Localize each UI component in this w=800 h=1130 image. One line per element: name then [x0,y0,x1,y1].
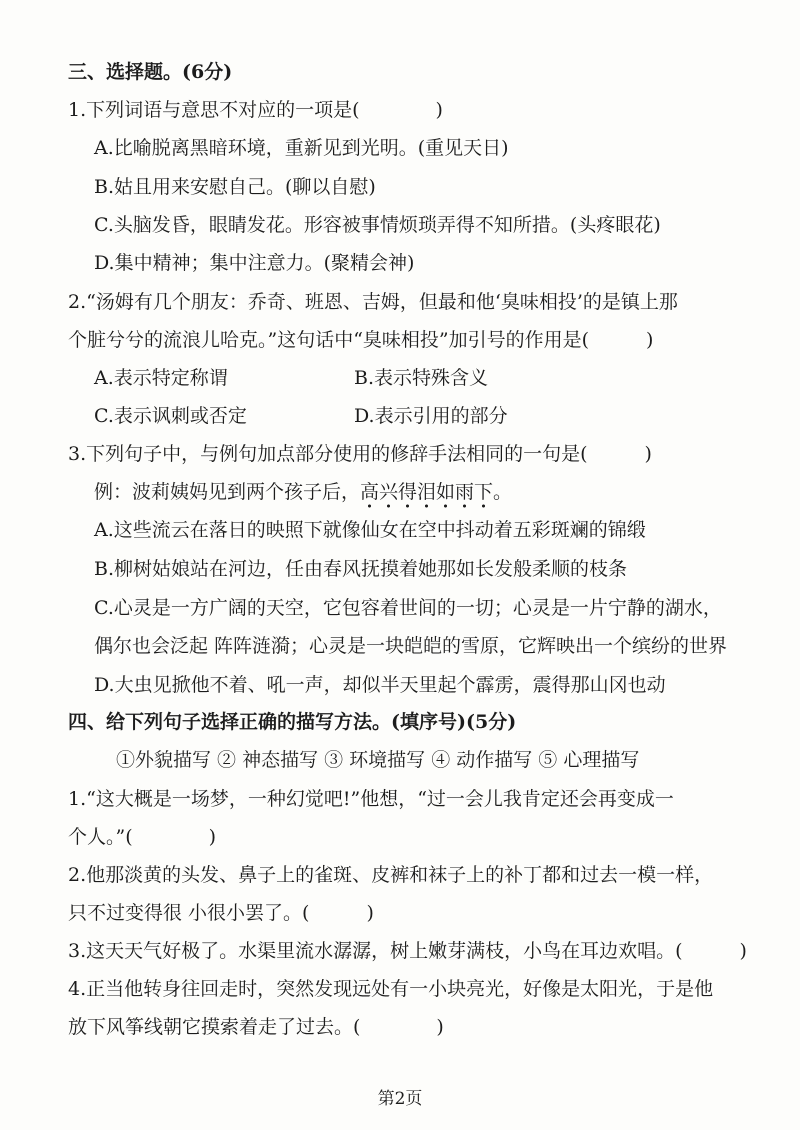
emphasis-dots [360,503,493,509]
description-methods-list: ①外貌描写 ② 神态描写 ③ 环境描写 ④ 动作描写 ⑤ 心理描写 [116,749,640,771]
q2-option-b: B.表示特殊含义 [354,367,489,389]
s4-q1-line2: 个人。”( ) [68,826,217,848]
s4-q4-line1: 4.正当他转身往回走时，突然发现远处有一小块亮光，好像是太阳光，于是他 [68,978,714,1000]
q3-option-a: A.这些流云在落日的映照下就像仙女在空中抖动着五彩斑斓的锦缎 [94,519,646,541]
q3-option-c-line2: 偶尔也会泛起 阵阵涟漪；心灵是一块皑皑的雪原，它辉映出一个缤纷的世界 [94,635,728,657]
s4-q1-line1: 1.“这大概是一场梦，一种幻觉吧!”他想，“过一会儿我肯定还会再变成一 [68,788,674,810]
q1-option-c: C.头脑发昏，眼睛发花。形容被事情烦琐弄得不知所措。(头疼眼花) [94,214,661,236]
q2-option-a: A.表示特定称谓 [94,367,228,389]
s4-q2-line1: 2.他那淡黄的头发、鼻子上的雀斑、皮裤和袜子上的补丁都和过去一模一样， [68,864,714,886]
section-3-heading: 三、选择题。(6分) [68,61,233,83]
q2-stem-line1: 2.“汤姆有几个朋友：乔奇、班恩、吉姆，但最和他‘臭味相投’的是镇上那 [68,291,678,313]
s4-q3-line1: 3.这天天气好极了。水渠里流水潺潺，树上嫩芽满枝，小鸟在耳边欢唱。( ) [68,940,747,962]
q3-example-prefix: 例：波莉姨妈见到两个孩子后， [94,481,361,503]
q3-example-dotted-phrase [360,481,493,503]
q2-option-c: C.表示讽刺或否定 [94,405,247,427]
q3-stem: 3.下列句子中，与例句加点部分使用的修辞手法相同的一句是( ) [68,443,652,465]
s4-q2-line2: 只不过变得很 小很小罢了。( ) [68,902,374,924]
q3-example-suffix: 。 [493,481,513,503]
q3-option-d: D.大虫见掀他不着、吼一声，却似半天里起个霹雳，震得那山冈也动 [94,674,666,696]
q2-stem-line2: 个脏兮兮的流浪儿哈克。”这句话中“臭味相投”加引号的作用是( ) [68,329,654,351]
q1-stem: 1.下列词语与意思不对应的一项是( ) [68,99,443,121]
page-number: 第2页 [377,1089,423,1109]
q3-example [94,480,512,504]
q1-option-a: A.比喻脱离黑暗环境，重新见到光明。(重见天日) [94,137,509,159]
q3-option-b: B.柳树姑娘站在河边，任由春风抚摸着她那如长发般柔顺的枝条 [94,558,628,580]
s4-q4-line2: 放下风筝线朝它摸索着走了过去。( ) [68,1016,444,1038]
q3-option-c-line1: C.心灵是一方广阔的天空，它包容着世间的一切；心灵是一片宁静的湖水， [94,597,722,619]
q2-option-d: D.表示引用的部分 [354,405,508,427]
section-4-heading: 四、给下列句子选择正确的描写方法。(填序号)(5分) [68,711,517,733]
q3-example-dotted-text: 高兴得泪如雨下 [360,481,494,503]
q1-option-b: B.姑且用来安慰自己。(聊以自慰) [94,176,376,198]
q1-option-d: D.集中精神；集中注意力。(聚精会神) [94,252,415,274]
